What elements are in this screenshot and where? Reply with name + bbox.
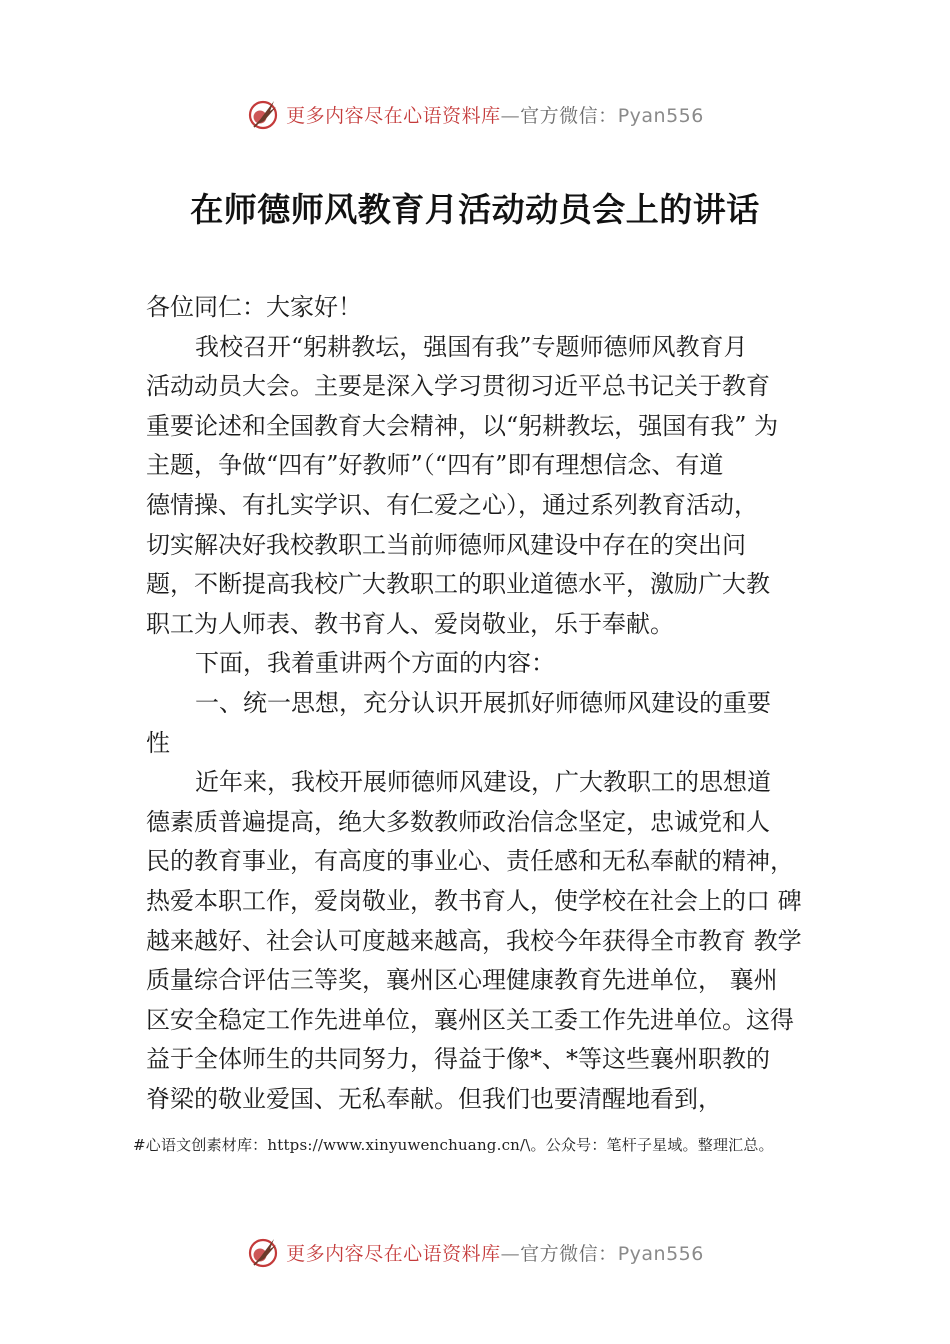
paragraph-line: 德素质普遍提高，绝大多数教师政治信念坚定，忠诚党和人 <box>146 807 770 836</box>
banner-separator: — <box>500 104 521 127</box>
document-title: 在师德师风教育月活动动员会上的讲话 <box>190 190 760 229</box>
paragraph-line: 切实解决好我校教职工当前师德师风建设中存在的突出问 <box>146 530 746 559</box>
paragraph-line: 民的教育事业，有高度的事业心、责任感和无私奉献的精神， <box>146 847 794 876</box>
paragraph-line: 主题，争做“四有”好教师”（“四有”即有理想信念、有道 <box>146 451 724 480</box>
paragraph-line: 我校召开“躬耕教坛，强国有我”专题师德师风教育月 <box>195 332 748 361</box>
ink-quill-logo-icon <box>246 1235 280 1269</box>
paragraph-line: 近年来，我校开展师德师风建设，广大教职工的思想道 <box>195 768 771 797</box>
paragraph-line: 脊梁的敬业爱国、无私奉献。但我们也要清醒地看到， <box>146 1084 722 1113</box>
section-heading-line: 性 <box>146 728 170 757</box>
footer-banner <box>0 1232 950 1272</box>
section-heading-line: 一、统一思想，充分认识开展抓好师德师风建设的重要 <box>195 688 771 717</box>
banner-library-text: 更多内容尽在心语资料库 <box>286 1242 501 1265</box>
banner-separator: — <box>500 1242 521 1265</box>
banner-text <box>286 101 704 128</box>
paragraph-line: 活动动员大会。主要是深入学习贯彻习近平总书记关于教育 <box>146 372 770 401</box>
banner-wechat-id: Pyan556 <box>617 1242 704 1265</box>
banner-wechat-label: 官方微信： <box>520 104 618 127</box>
paragraph-line: 下面，我着重讲两个方面的内容： <box>195 649 555 678</box>
paragraph-line: 区安全稳定工作先进单位，襄州区关工委工作先进单位。这得 <box>146 1005 794 1034</box>
paragraph-line: 质量综合评估三等奖，襄州区心理健康教育先进单位， 襄州 <box>146 966 778 995</box>
ink-quill-logo-icon <box>246 97 280 131</box>
banner-text <box>286 1239 704 1266</box>
banner-library-text: 更多内容尽在心语资料库 <box>286 104 501 127</box>
paragraph-line: 题，不断提高我校广大教职工的职业道德水平，激励广大教 <box>146 570 770 599</box>
paragraph-line: 重要论述和全国教育大会精神，以“躬耕教坛，强国有我” 为 <box>146 411 779 440</box>
paragraph-line: 德情操、有扎实学识、有仁爱之心），通过系列教育活动， <box>146 490 758 519</box>
paragraph-line: 职工为人师表、教书育人、爱岗敬业，乐于奉献。 <box>146 609 674 638</box>
paragraph-line: 热爱本职工作，爱岗敬业，教书育人，使学校在社会上的口 碑 <box>146 886 802 915</box>
paragraph-line: 益于全体师生的共同努力，得益于像*、*等这些襄州职教的 <box>146 1045 770 1074</box>
paragraph-line: 越来越好、社会认可度越来越高，我校今年获得全市教育 教学 <box>146 926 802 955</box>
banner-wechat-label: 官方微信： <box>520 1242 618 1265</box>
banner-wechat-id: Pyan556 <box>617 104 704 127</box>
source-footnote: #心语文创素材库：https://www.xinyuwenchuang.cn/\。公众号：笔杆子星域。整理汇总。 <box>133 1136 774 1154</box>
document-body <box>146 288 836 1119</box>
salutation-line: 各位同仁：大家好！ <box>146 293 362 321</box>
header-banner <box>0 94 950 134</box>
